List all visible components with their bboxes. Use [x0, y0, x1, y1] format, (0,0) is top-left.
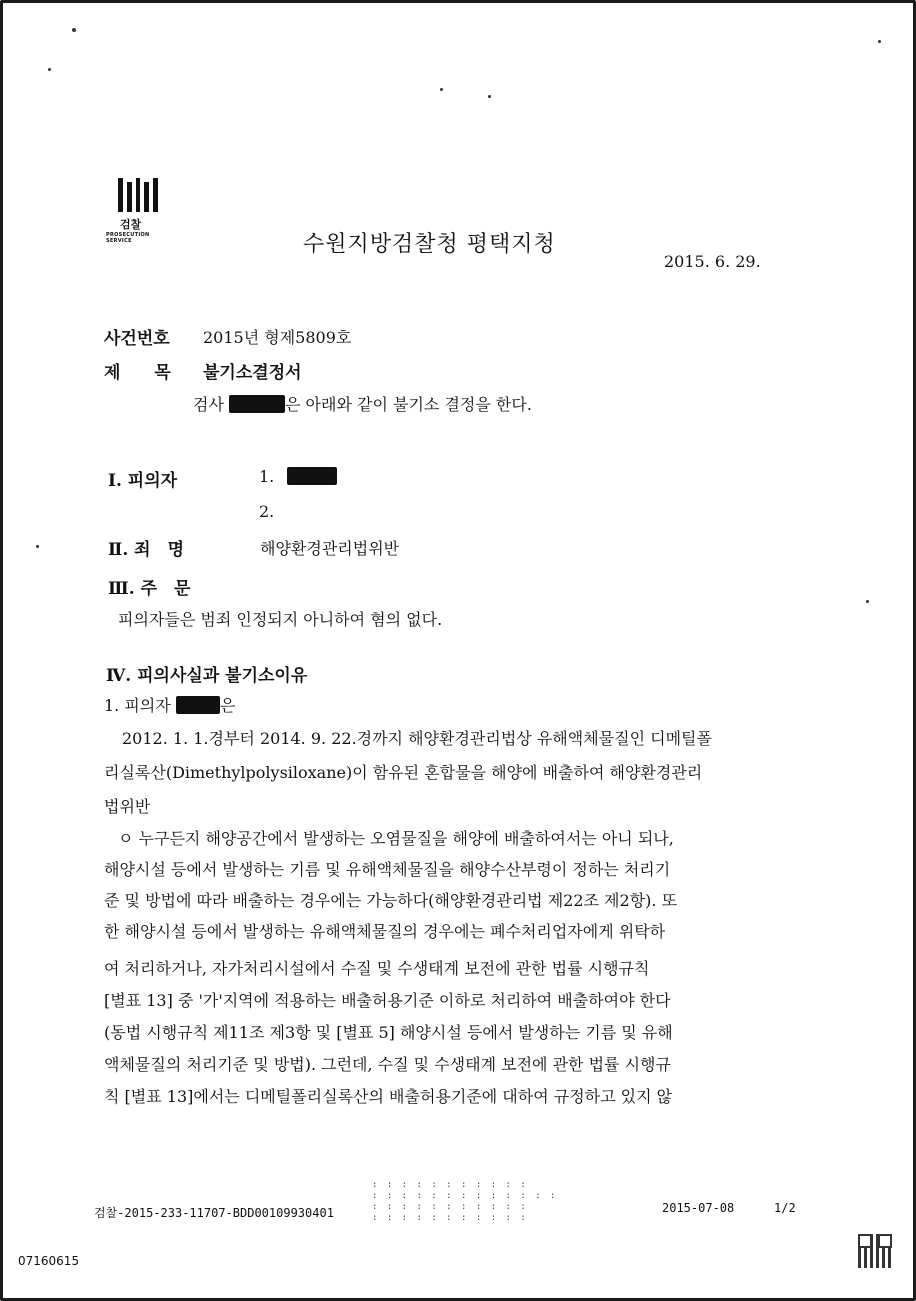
section-2-label: Ⅱ. 죄 명 — [108, 540, 185, 560]
scan-speck — [48, 68, 51, 71]
scan-speck — [866, 600, 869, 603]
case-number-label: 사건번호 — [104, 329, 170, 349]
suspect-2-number: 2. — [259, 502, 275, 521]
body-line: 여 처리하거나, 자가처리시설에서 수질 및 수생태계 보전에 관한 법률 시행규칙 — [104, 959, 650, 978]
footer-page-number: 1/2 — [774, 1201, 796, 1215]
scan-speck — [878, 40, 881, 43]
scan-speck — [488, 95, 491, 98]
footer-doc-id: 검찰-2015-233-11707-BDD00109930401 — [94, 1206, 334, 1220]
footer-print-date: 2015-07-08 — [662, 1201, 735, 1215]
body-line: 2012. 1. 1.경부터 2014. 9. 22.경까지 해양환경관리법상 유해액체물질인 디메틸폴 — [122, 729, 712, 748]
security-dot-pattern: : : : : : : : : : : : : : : : : : : : : : : : : : : : : : : : : : : : : : : : : : : : : : : — [372, 1180, 558, 1223]
body-line: 한 해양시설 등에서 발생하는 유해액체물질의 경우에는 폐수처리업자에게 위탁하 — [104, 922, 666, 941]
suspect-1 — [259, 467, 337, 486]
prosecution-logo — [106, 178, 168, 242]
intro-line — [193, 392, 532, 415]
charge-name: 해양환경관리법위반 — [260, 539, 400, 558]
document-date: 2015. 6. 29. — [664, 252, 761, 271]
suspect-1-number: 1. — [259, 467, 275, 486]
scan-speck — [72, 28, 76, 32]
subject-label: 제 목 — [104, 363, 171, 383]
subject-value: 불기소결정서 — [203, 363, 302, 383]
scan-speck — [440, 88, 443, 91]
section-4-label: Ⅳ. 피의사실과 불기소이유 — [106, 666, 308, 686]
scan-speck — [36, 545, 39, 548]
body-line: 준 및 방법에 따라 배출하는 경우에는 가능하다(해양환경관리법 제22조 제2항). 또 — [104, 891, 678, 910]
redaction-prosecutor — [229, 395, 285, 413]
scan-id: 07160615 — [18, 1254, 80, 1268]
body-line: 해양시설 등에서 발생하는 기름 및 유해액체물질을 해양수산부령이 정하는 처리기 — [104, 860, 671, 879]
body-line: 칙 [별표 13]에서는 디메틸폴리실록산의 배출허용기준에 대하여 규정하고 있지 않 — [104, 1087, 673, 1106]
disposition-text: 피의자들은 범죄 인정되지 아니하여 혐의 없다. — [118, 610, 443, 629]
body-line: 리실록산(Dimethylpolysiloxane)이 함유된 혼합물을 해양에 배출하여 해양환경관리 — [104, 763, 703, 782]
redaction-suspect-1 — [287, 467, 337, 485]
redaction-suspect-sub — [176, 696, 220, 714]
body-line: 액체물질의 처리기준 및 방법). 그런데, 수질 및 수생태계 보전에 관한 법률 시행규 — [104, 1055, 671, 1074]
subheading-prefix: 1. 피의자 — [104, 696, 171, 715]
body-line: (동법 시행규칙 제11조 제3항 및 [별표 5] 해양시설 등에서 발생하는 기름 및 유해 — [104, 1023, 673, 1042]
qr-code-icon — [858, 1234, 892, 1268]
section-1-label: Ⅰ. 피의자 — [108, 471, 178, 491]
intro-prefix: 검사 — [193, 395, 224, 414]
body-line: 법위반 — [104, 797, 151, 816]
body-line: [별표 13] 중 '가'지역에 적용하는 배출허용기준 이하로 처리하여 배출하여야 한다 — [104, 991, 671, 1010]
logo-bars-icon — [118, 178, 158, 212]
logo-korean-text: 검찰 — [120, 218, 142, 231]
section-4-subheading — [104, 693, 235, 716]
subheading-suffix: 은 — [219, 696, 236, 715]
logo-english-text: PROSECUTION SERVICE — [106, 232, 150, 244]
section-3-label: Ⅲ. 주 문 — [108, 579, 191, 599]
case-number-value: 2015년 형제5809호 — [203, 328, 352, 347]
intro-suffix: 은 아래와 같이 불기소 결정을 한다. — [285, 395, 532, 414]
body-line: ㅇ 누구든지 해양공간에서 발생하는 오염물질을 해양에 배출하여서는 아니 되나, — [118, 829, 674, 848]
office-title: 수원지방검찰청 평택지청 — [303, 232, 556, 257]
